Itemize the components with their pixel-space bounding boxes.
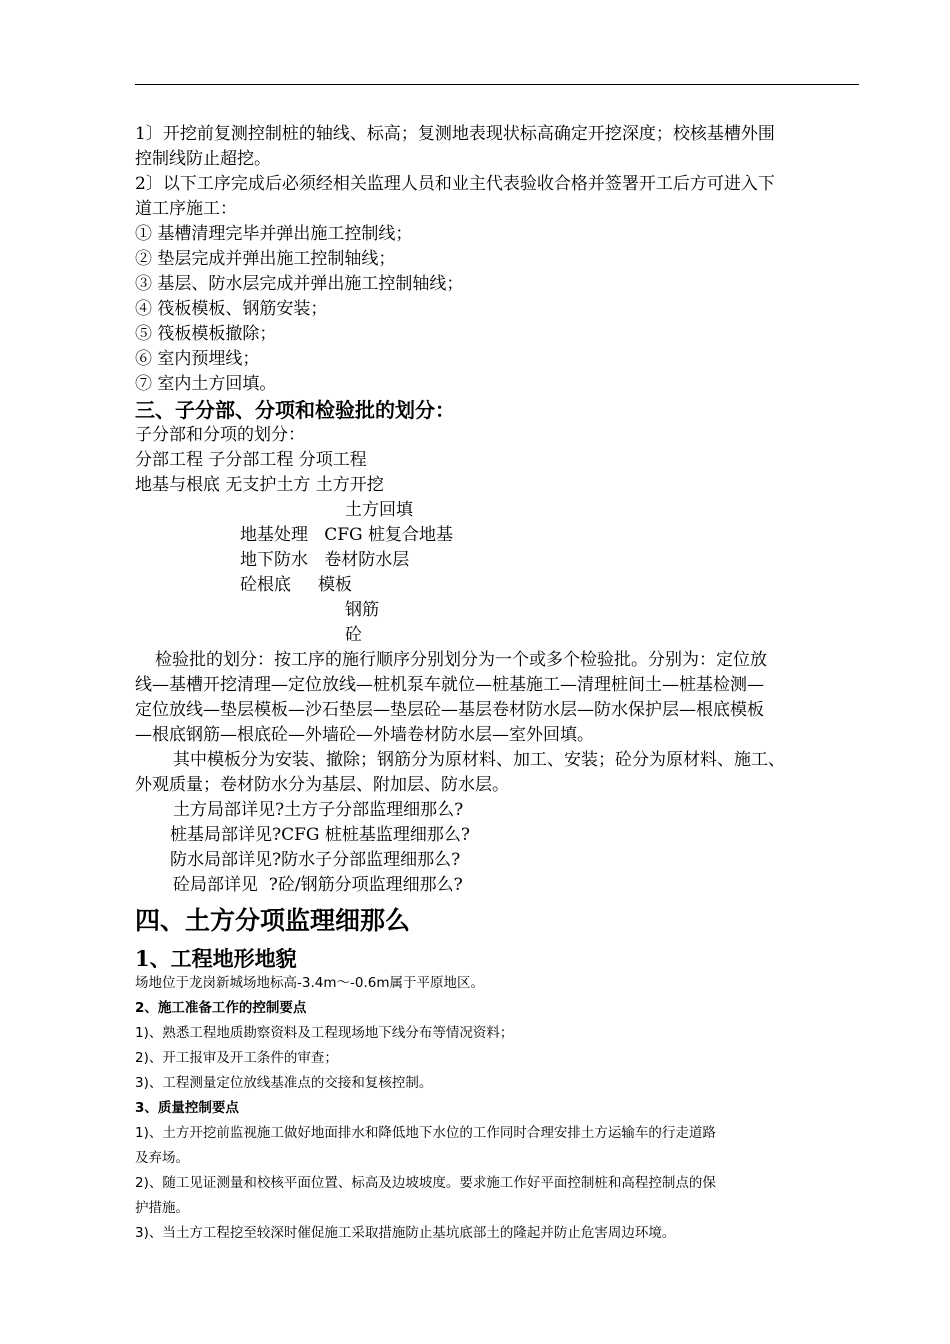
reference-line: 防水局部详见?防水子分部监理细那么? — [170, 850, 461, 870]
list-item: ⑦ 室内土方回填。 — [135, 374, 277, 394]
chapter-heading: 四、土方分项监理细那么 — [135, 906, 411, 935]
paragraph-line: 检验批的划分：按工序的施行顺序分别划分为一个或多个检验批。分别为：定位放 — [155, 650, 767, 670]
list-item: ⑥ 室内预埋线； — [135, 349, 260, 369]
list-item: 护措施。 — [135, 1200, 189, 1216]
list-item: 1)、熟悉工程地质勘察资料及工程现场地下线分布等情况资料； — [135, 1025, 514, 1041]
list-item: ③ 基层、防水层完成并弹出施工控制轴线； — [135, 274, 464, 294]
table-cell: 土方回填 — [345, 500, 413, 520]
paragraph-line: 外观质量；卷材防水分为基层、附加层、防水层。 — [135, 775, 509, 795]
paragraph-line: 2〕以下工序完成后必须经相关监理人员和业主代表验收合格并签署开工后方可进入下 — [135, 174, 775, 194]
list-item: 及弃场。 — [135, 1150, 189, 1166]
list-item: 3)、当土方工程挖至较深时催促施工采取措施防止基坑底部土的隆起并防止危害周边环境。 — [135, 1225, 676, 1241]
list-item: 2)、随工见证测量和校核平面位置、标高及边坡坡度。要求施工作好平面控制桩和高程控制点的保 — [135, 1175, 716, 1191]
table-cell: 钢筋 — [345, 600, 379, 620]
list-item: ④ 筏板模板、钢筋安装； — [135, 299, 328, 319]
list-item: 2)、开工报审及开工条件的审查； — [135, 1050, 338, 1066]
table-row: 地下防水 卷材防水层 — [240, 550, 410, 570]
reference-line: 桩基局部详见?CFG 桩桩基监理细那么? — [170, 825, 471, 845]
list-item: 1)、土方开挖前监视施工做好地面排水和降低地下水位的工作同时合理安排土方运输车的行走道路 — [135, 1125, 716, 1141]
list-item: 3)、工程测量定位放线基准点的交接和复核控制。 — [135, 1075, 433, 1091]
reference-line: 砼局部详见 ?砼/钢筋分项监理细那么? — [173, 875, 463, 895]
subsection-heading: 1、工程地形地貌 — [135, 946, 297, 971]
subsection-heading: 3、质量控制要点 — [135, 1100, 239, 1116]
subsection-heading: 2、施工准备工作的控制要点 — [135, 1000, 307, 1016]
list-item: ⑤ 筏板模板撤除； — [135, 324, 277, 344]
paragraph-line: 定位放线—垫层模板—沙石垫层—垫层砼—基层卷材防水层—防水保护层—根底模板 — [135, 700, 764, 720]
paragraph-line: 子分部和分项的划分： — [135, 425, 305, 445]
table-row: 砼根底 模板 — [240, 575, 353, 595]
table-cell: 砼 — [345, 625, 362, 645]
paragraph-line: 道工序施工： — [135, 199, 237, 219]
header-rule — [135, 84, 859, 85]
paragraph-line: 线—基槽开挖清理—定位放线—桩机泵车就位—桩基施工—清理桩间土—桩基检测— — [135, 675, 764, 695]
section-heading: 三、子分部、分项和检验批的划分： — [135, 398, 455, 422]
paragraph-line: —根底钢筋—根底砼—外墙砼—外墙卷材防水层—室外回填。 — [135, 725, 594, 745]
list-item: ② 垫层完成并弹出施工控制轴线； — [135, 249, 396, 269]
table-row: 地基与根底 无支护土方 土方开挖 — [135, 475, 384, 495]
paragraph-line: 其中模板分为安装、撤除；钢筋分为原材料、加工、安装；砼分为原材料、施工、 — [173, 750, 785, 770]
table-header-line: 分部工程 子分部工程 分项工程 — [135, 450, 367, 470]
paragraph-line: 1〕开挖前复测控制桩的轴线、标高；复测地表现状标高确定开挖深度；校核基槽外围 — [135, 124, 775, 144]
reference-line: 土方局部详见?土方子分部监理细那么? — [173, 800, 464, 820]
paragraph-line: 场地位于龙岗新城场地标高-3.4m～-0.6m属于平原地区。 — [135, 975, 484, 991]
table-row: 地基处理 CFG 桩复合地基 — [240, 525, 453, 545]
list-item: ① 基槽清理完毕并弹出施工控制线； — [135, 224, 413, 244]
paragraph-line: 控制线防止超挖。 — [135, 149, 271, 169]
